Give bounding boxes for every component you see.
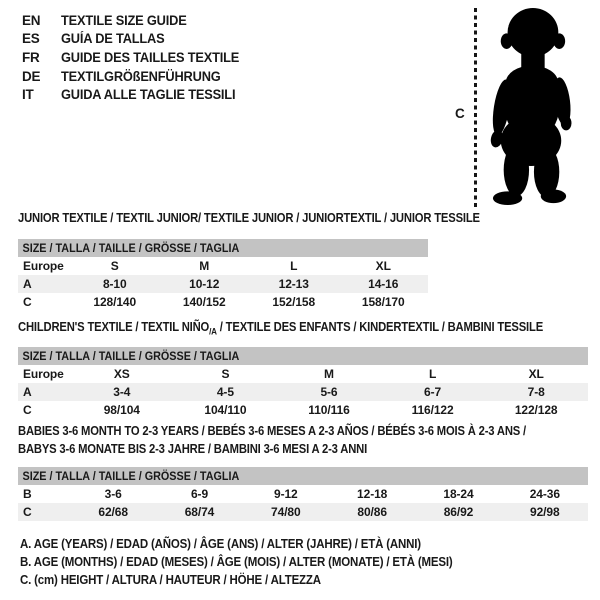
height-value: 104/110 <box>204 403 247 417</box>
height-measure-label: C <box>455 106 465 121</box>
guide-title: GUIDE DES TAILLES TEXTILE <box>61 49 240 65</box>
children-title-post: / TEXTILE DES ENFANTS / KINDERTEXTIL / BAMBINI TESSILE <box>216 320 544 334</box>
size-value: S <box>110 259 119 273</box>
footnote-height-cm: C. (cm) HEIGHT / ALTURA / HAUTEUR / HÖHE / ALTEZZA <box>20 573 321 587</box>
months-value: 9-12 <box>274 487 298 501</box>
language-title-list <box>22 11 249 104</box>
row-label: B <box>23 487 32 501</box>
size-header-bar <box>18 347 588 365</box>
language-row <box>22 67 249 86</box>
babies-size-table <box>18 467 588 521</box>
language-code: IT <box>22 87 34 103</box>
height-value: 92/98 <box>530 505 560 519</box>
row-label: A <box>23 277 32 291</box>
guide-title: TEXTILE SIZE GUIDE <box>61 12 187 28</box>
size-header-label: SIZE / TALLA / TAILLE / GRÖSSE / TAGLIA <box>22 469 240 483</box>
language-code: DE <box>22 68 41 84</box>
age-value: 14-16 <box>368 277 399 291</box>
table-row-height <box>18 503 588 521</box>
age-value: 10-12 <box>189 277 220 291</box>
table-row-age <box>18 275 428 293</box>
language-row <box>22 30 249 49</box>
legend-footnotes <box>20 535 490 589</box>
height-value: 98/104 <box>103 403 140 417</box>
age-value: 3-4 <box>113 385 131 399</box>
age-value: 5-6 <box>320 385 338 399</box>
footnote-age-months: B. AGE (MONTHS) / EDAD (MESES) / ÂGE (MOIS) / ALTER (MONATE) / ETÀ (MESI) <box>20 555 453 569</box>
age-value: 4-5 <box>216 385 234 399</box>
height-value: 140/152 <box>182 295 226 309</box>
children-size-table <box>18 347 588 419</box>
language-row <box>22 11 249 30</box>
months-value: 18-24 <box>443 487 474 501</box>
language-code: FR <box>22 49 40 65</box>
toddler-silhouette <box>486 7 576 207</box>
row-label: C <box>23 505 32 519</box>
height-value: 152/158 <box>272 295 316 309</box>
children-title-sub: /A <box>209 326 217 337</box>
table-row-age <box>18 383 588 401</box>
children-title-pre: CHILDREN'S TEXTILE / TEXTIL NIÑO <box>18 320 210 334</box>
babies-table-title-line2: BABYS 3-6 MONATE BIS 2-3 JAHRE / BAMBINI 3-6 MESI A 2-3 ANNI <box>18 442 368 456</box>
row-label: Europe <box>23 259 64 273</box>
age-value: 7-8 <box>527 385 545 399</box>
height-value: 122/128 <box>514 403 558 417</box>
table-row-europe <box>18 365 588 383</box>
size-value: XS <box>113 367 130 381</box>
height-value: 116/122 <box>411 403 454 417</box>
row-label: A <box>23 385 32 399</box>
children-table-title <box>18 320 543 337</box>
height-value: 68/74 <box>184 505 215 519</box>
language-code: ES <box>22 31 40 47</box>
months-value: 24-36 <box>529 487 560 501</box>
language-row <box>22 48 249 67</box>
height-value: 110/116 <box>308 403 350 417</box>
size-header-label: SIZE / TALLA / TAILLE / GRÖSSE / TAGLIA <box>22 241 240 255</box>
height-value: 62/68 <box>98 505 128 519</box>
size-header-bar <box>18 467 588 485</box>
row-label: C <box>23 295 32 309</box>
height-measure-dashed-line <box>474 8 477 207</box>
guide-title: TEXTILGRÖßENFÜHRUNG <box>61 68 221 84</box>
junior-table-title: JUNIOR TEXTILE / TEXTIL JUNIOR/ TEXTILE JUNIOR / JUNIORTEXTIL / JUNIOR TESSILE <box>18 211 480 225</box>
language-row <box>22 85 249 104</box>
guide-title: GUIDA ALLE TAGLIE TESSILI <box>61 87 236 103</box>
row-label: C <box>23 403 32 417</box>
size-value: M <box>324 367 334 381</box>
row-label: Europe <box>23 367 64 381</box>
size-value: M <box>199 259 210 273</box>
size-value: L <box>428 367 437 381</box>
size-value: L <box>290 259 298 273</box>
size-header-bar <box>18 239 428 257</box>
height-value: 158/170 <box>361 295 405 309</box>
footnote-age-years: A. AGE (YEARS) / EDAD (AÑOS) / ÂGE (ANS) / ALTER (JAHRE) / ETÀ (ANNI) <box>20 537 421 551</box>
guide-title: GUÍA DE TALLAS <box>61 31 165 47</box>
height-value: 74/80 <box>271 505 301 519</box>
height-value: 86/92 <box>443 505 474 519</box>
table-row-europe <box>18 257 428 275</box>
size-value: S <box>221 367 230 381</box>
height-value: 128/140 <box>93 295 137 309</box>
months-value: 6-9 <box>190 487 209 501</box>
table-row-height <box>18 401 588 419</box>
age-value: 8-10 <box>102 277 127 291</box>
age-value: 12-13 <box>278 277 309 291</box>
size-value: XL <box>375 259 391 273</box>
age-value: 6-7 <box>424 385 442 399</box>
language-code: EN <box>22 12 41 28</box>
size-value: XL <box>528 367 544 381</box>
babies-table-title-line1: BABIES 3-6 MONTH TO 2-3 YEARS / BEBÉS 3-6 MESES A 2-3 AÑOS / BÉBÉS 3-6 MOIS À 2-3 ANS / <box>18 424 527 438</box>
months-value: 3-6 <box>104 487 122 501</box>
junior-size-table <box>18 239 428 311</box>
months-value: 12-18 <box>357 487 388 501</box>
table-row-months <box>18 485 588 503</box>
height-value: 80/86 <box>357 505 387 519</box>
table-row-height <box>18 293 428 311</box>
size-header-label: SIZE / TALLA / TAILLE / GRÖSSE / TAGLIA <box>22 349 240 363</box>
